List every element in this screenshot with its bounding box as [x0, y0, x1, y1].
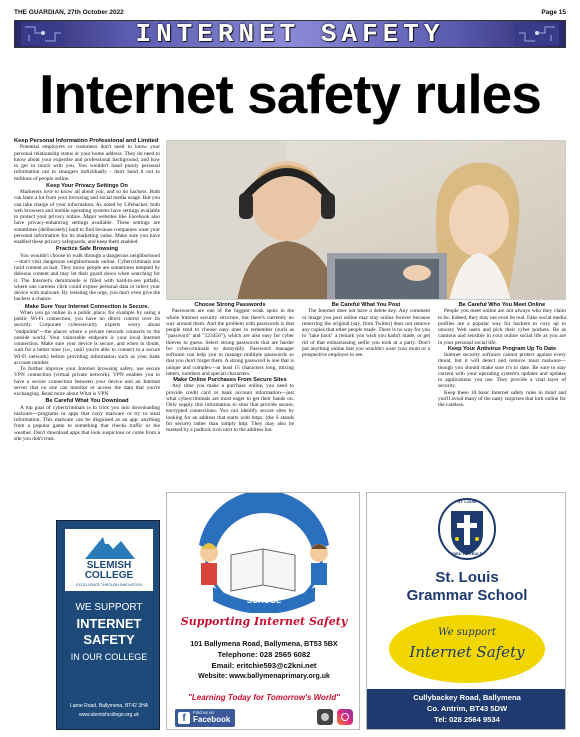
banner-title: INTERNET SAFETY [135, 20, 445, 48]
college-website: www.slemishcollege.org.uk [78, 712, 140, 718]
paragraph: Keep these 10 basic Internet safety rules in mind and you'll avoid many of the nasty surprises that lurk online for the careless. [438, 389, 566, 408]
school-arc-text [223, 521, 303, 539]
paragraph: When you go online in a public place, for example by using a public Wi-Fi connection, you have no direct control over its security. Corporate cybersecurity experts worry about "endpoints"—the places where a private network connects to the outside world. Your vulnerable endpoint is your local Internet connection. Make sure your device is secure, and when in doubt, wait for a better time (i.e., until you're able to connect to a secure Wi-Fi network) before providing information such as your bank account number. [14, 309, 160, 366]
school-name: St. Louis [435, 569, 499, 586]
support-line: INTERNET [76, 616, 142, 631]
st-louis-grammar-ad [366, 492, 566, 730]
ballymena-primary-ad [166, 492, 360, 730]
article-column-left [14, 138, 160, 548]
school-motto: "Learning Today for Tomorrow's World" [188, 693, 340, 702]
photo-illustration [167, 141, 566, 300]
paragraph: Any time you make a purchase online, you need to provide credit card or bank account information—just what cybercriminals are most eager to get their hands on. Only supply this information to sites that provide secure, encrypted connections. You can identify secure sites by looking for an address that starts with https: (the S stands for secure) rather than simply http: They may also be marked by a padlock icon next to the address bar. [166, 383, 294, 433]
college-name: SLEMISH [86, 560, 132, 571]
section-heading: Be Careful Who You Meet Online [458, 302, 546, 308]
section-heading: Make Sure Your Internet Connection is Secure. [24, 303, 150, 310]
section-heading: Be Careful What You Download [45, 398, 129, 405]
school-name: Grammar School [406, 587, 528, 604]
facebook-badge[interactable] [175, 709, 235, 727]
section-heading: Keep Your Privacy Settings On [46, 182, 128, 189]
school-address: Cullybackey Road, Ballymena [413, 693, 521, 702]
page-headline: Internet safety rules [39, 63, 541, 125]
school-telephone: Telephone: 028 2565 6082 [217, 650, 311, 659]
article-column [166, 302, 294, 490]
contact-footer [367, 689, 566, 730]
paragraph: You wouldn't choose to walk through a dangerous neighborhood—don't visit dangerous neighborhoods online. Cybercriminals use lurid content as bait. They know people are sometimes tempted by dubious content and may let their guard down when searching for it. The Internet's demimonde is filled with hard-to-see pitfalls, where one careless click could expose personal data or infect your device with malware. By resisting the urge, you don't even give the hackers a chance. [14, 252, 160, 303]
slemish-college-ad [56, 520, 160, 730]
paragraph: To further improve your Internet browsing safety, use secure VPN connection (virtual private network). VPN enables you to have a secure connection between your device and an Internet server that no one can monitor or access the data that you're exchanging. Read more about What is VPN [14, 366, 160, 397]
article-columns-middle [166, 302, 566, 490]
section-heading: Practice Safe Browsing [55, 246, 119, 253]
slemish-logo [65, 529, 153, 591]
school-arc-text-2: PRIMARY [244, 530, 282, 539]
publication-date: THE GUARDIAN, 27th October 2022 [14, 9, 124, 16]
section-heading: Keep Personal Information Professional and Limited [14, 138, 159, 144]
college-motto: EXCELLENCE THROUGH INNOVATION [76, 583, 142, 587]
article-column [438, 302, 566, 490]
support-line: SAFETY [83, 632, 135, 647]
paragraph: The Internet does not have a delete key. Any comment or image you post online may stay online forever because removing the original (say, from Twitter) does not remove any copies that other people made. There is no way for you to "take back" a remark you wish you hadn't made, or get rid of that embarrassing selfie you took at a party. Don't put anything online that you wouldn't want your mum or a prospective employer to see. [302, 308, 430, 358]
support-line: IN OUR COLLEGE [70, 652, 148, 662]
section-heading: Choose Strong Passwords [194, 302, 266, 308]
children-computer-photo [166, 140, 566, 300]
support-line: WE SUPPORT [75, 602, 143, 613]
paragraph: Marketers love to know all about you, and so do hackers. Both can learn a lot from your browsing and social media usage. But you can take charge of your information. As noted by Lifehacker, both web browsers and mobile operating systems have settings available to protect your privacy online. Major websites like Facebook also have privacy-enhancing settings available. These settings are sometimes (deliberately) hard to find because companies want your personal information for its marketing value. Make sure you have enabled these privacy safeguards, and keep them enabled. [14, 189, 160, 245]
facebook-label: Find us on [193, 710, 215, 715]
crest-text: DIEU LE VEULT [452, 551, 482, 556]
mountain-logo-icon [65, 529, 153, 563]
school-crest-illustration [167, 493, 360, 613]
school-website: Website: www.ballymenaprimary.org.uk [198, 673, 330, 680]
school-label: SCHOOL [246, 596, 282, 605]
section-heading: Keep Your Antivirus Program Up To Date [447, 345, 557, 352]
page-header [14, 6, 566, 20]
support-text: Internet Safety [409, 643, 525, 661]
crest-text: ST. LOUIS [457, 499, 477, 504]
college-name: COLLEGE [84, 570, 134, 581]
section-banner [14, 20, 566, 48]
facebook-icon: f [178, 712, 190, 724]
school-address: 101 Ballymena Road, Ballymena, BT53 5BX [190, 639, 338, 648]
paragraph: Passwords are one of the biggest weak spots in the whole Internet security structure, but there's currently no way around them. And the problem with passwords is that people tend to choose easy ones to remember (such as "password" and "123456"), which are also easy for cyber thieves to guess. Select strong passwords that are harder for cybercriminals to demystify. Password manager software can help you to manage multiple passwords so that you don't forget them. A strong password is one that is unique and complex—at least 15 characters long, mixing letters, numbers and special characters. [166, 308, 294, 377]
section-heading: Be Careful What You Post [331, 302, 401, 308]
page-number: Page 15 [541, 9, 566, 16]
school-telephone: Tel: 028 2564 9534 [434, 715, 500, 724]
instagram-icon[interactable] [337, 709, 353, 725]
school-address: Co. Antrim, BT43 5DW [426, 704, 508, 713]
paragraph: A top goal of cybercriminals is to trick you into downloading malware—programs or apps that carry malware or try to steal information. This malware can be disguised as an app: anything from a popular game to something that checks traffic or the weather. Don't download apps that look suspicious or come from a site you don't trust. [14, 404, 160, 442]
support-text: We support [438, 627, 496, 638]
support-slogan: Supporting Internet Safety [180, 615, 348, 628]
camera-icon[interactable] [317, 709, 333, 725]
facebook-label: Facebook [193, 715, 231, 724]
school-arc-text-1: BALLYMENA [238, 521, 288, 530]
paragraph: People you meet online are not always who they claim to be. Indeed, they may not even be real. Fake social media profiles are a popular way for hackers to cozy up to unwary Web users and pick their cyber pockets. Be as cautious and sensible in your online social life as you are in your personal social life. [438, 308, 566, 346]
section-heading: Make Online Purchases From Secure Sites [173, 377, 287, 383]
college-address: Larne Road, Ballymena, BT42 3HA [69, 703, 149, 709]
support-ellipse [389, 615, 545, 683]
paragraph: Internet security software cannot protect against every threat, but it will detect and remove most malware—though you should make sure it's to date. Be sure to stay current with your operating system's updates and updates to applications you use. They provide a vital layer of security. [438, 352, 566, 390]
school-email: Email: eritchie593@c2kni.net [211, 661, 317, 670]
paragraph: Potential employers or customers don't need to know your personal relationship status or your home address. They do need to know about your expertise and professional background, and how to get in touch with you. You wouldn't hand purely personal information out to strangers individually - don't hand it out to millions of people online. [14, 144, 160, 182]
article-column [302, 302, 430, 490]
